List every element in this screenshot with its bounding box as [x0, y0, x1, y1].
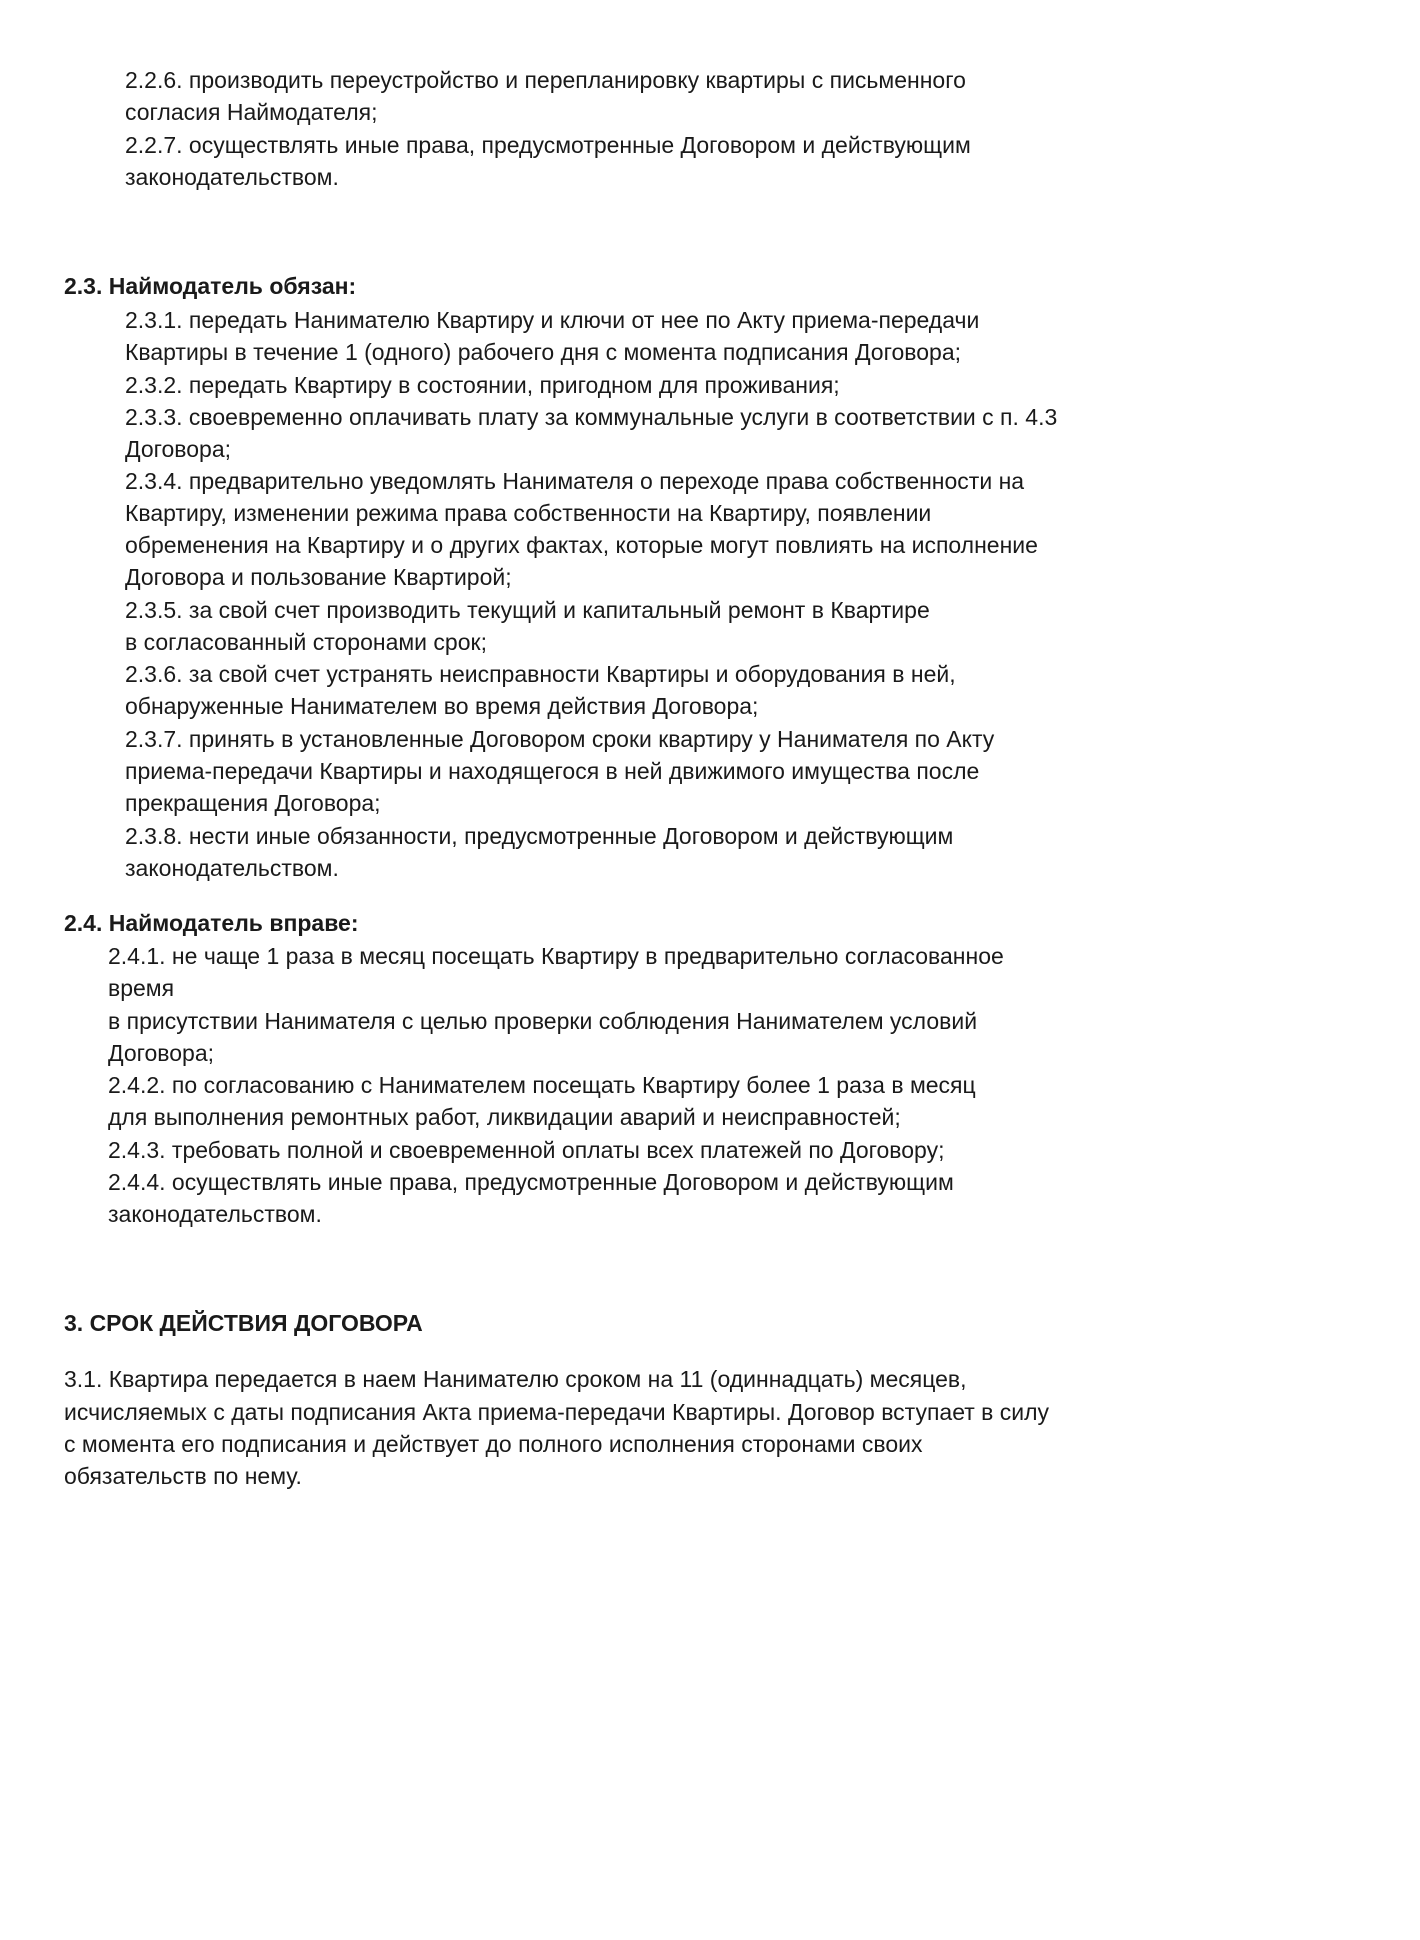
section-heading: 2.4. Наймодатель вправе: — [64, 910, 359, 936]
text-line: законодательством. — [125, 164, 339, 190]
text-line: обременения на Квартиру и о других фактах, которые могут повлиять на исполнение — [125, 532, 1038, 558]
text-line: в согласованный сторонами срок; — [125, 629, 487, 655]
text-line: 2.3.6. за свой счет устранять неисправности Квартиры и оборудования в ней, — [125, 661, 956, 687]
text-line: время — [108, 975, 175, 1001]
text-line: 2.4.1. не чаще 1 раза в месяц посещать Квартиру в предварительно согласованное — [108, 943, 1004, 969]
text-line: с момента его подписания и действует до полного исполнения сторонами своих — [64, 1431, 923, 1457]
text-line: законодательством. — [108, 1201, 322, 1227]
text-line: 2.3.4. предварительно уведомлять Нанимателя о переходе права собственности на — [125, 468, 1025, 494]
text-line: Договора; — [108, 1040, 215, 1066]
text-line: Договора и пользование Квартирой; — [125, 564, 512, 590]
text-line: 2.4.4. осуществлять иные права, предусмотренные Договором и действующим — [108, 1169, 954, 1195]
text-line: обязательств по нему. — [64, 1463, 302, 1489]
text-line: Квартиры в течение 1 (одного) рабочего дня с момента подписания Договора; — [125, 339, 961, 365]
text-line: 2.3.7. принять в установленные Договором сроки квартиру у Нанимателя по Акту — [125, 726, 995, 752]
text-line: 2.3.8. нести иные обязанности, предусмотренные Договором и действующим — [125, 823, 954, 849]
text-line: законодательством. — [125, 855, 339, 881]
section-heading: 3. СРОК ДЕЙСТВИЯ ДОГОВОРА — [64, 1310, 423, 1336]
text-line: 2.3.5. за свой счет производить текущий и капитальный ремонт в Квартире — [125, 597, 930, 623]
text-line: в присутствии Нанимателя с целью проверки соблюдения Нанимателем условий — [108, 1008, 978, 1034]
text-line: 3.1. Квартира передается в наем Нанимателю сроком на 11 (одиннадцать) месяцев, — [64, 1366, 967, 1392]
text-line: исчисляемых с даты подписания Акта приема-передачи Квартиры. Договор вступает в силу — [64, 1399, 1050, 1425]
text-line: Квартиру, изменении режима права собственности на Квартиру, появлении — [125, 500, 932, 526]
text-line: 2.2.7. осуществлять иные права, предусмотренные Договором и действующим — [125, 132, 971, 158]
text-line: 2.4.2. по согласованию с Нанимателем посещать Квартиру более 1 раза в месяц — [108, 1072, 976, 1098]
section-heading: 2.3. Наймодатель обязан: — [64, 273, 357, 299]
text-line: согласия Наймодателя; — [125, 99, 378, 125]
text-line: обнаруженные Нанимателем во время действия Договора; — [125, 693, 759, 719]
text-line: Договора; — [125, 436, 232, 462]
text-line: для выполнения ремонтных работ, ликвидации аварий и неисправностей; — [108, 1104, 901, 1130]
text-line: 2.3.2. передать Квартиру в состоянии, пригодном для проживания; — [125, 372, 840, 398]
text-line: 2.2.6. производить переустройство и перепланировку квартиры с письменного — [125, 67, 966, 93]
text-line: 2.4.3. требовать полной и своевременной оплаты всех платежей по Договору; — [108, 1137, 945, 1163]
text-line: прекращения Договора; — [125, 790, 381, 816]
text-line: приема-передачи Квартиры и находящегося в ней движимого имущества после — [125, 758, 980, 784]
text-line: 2.3.1. передать Нанимателю Квартиру и ключи от нее по Акту приема-передачи — [125, 307, 980, 333]
text-line: 2.3.3. своевременно оплачивать плату за коммунальные услуги в соответствии с п. 4.3 — [125, 404, 1058, 430]
